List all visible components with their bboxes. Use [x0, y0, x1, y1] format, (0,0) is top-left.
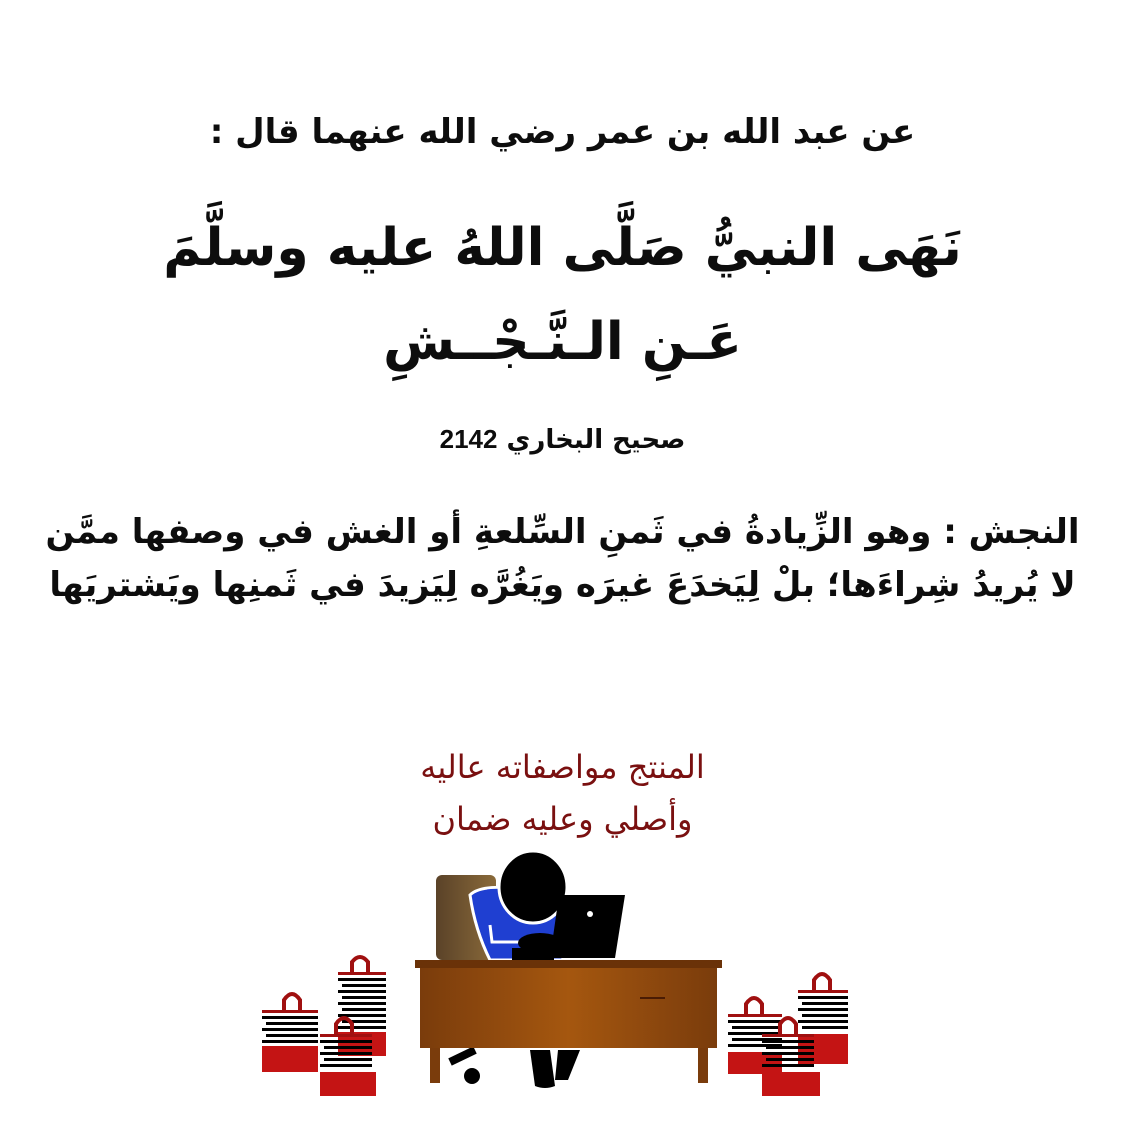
- narrator-intro: عن عبد الله بن عمر رضي الله عنهما قال :: [209, 112, 916, 152]
- illustration-caption-line-1: المنتج مواصفاته عاليه: [420, 748, 705, 786]
- shopping-bags-right-icon: [728, 974, 848, 1096]
- source-number: 2142: [439, 424, 498, 454]
- hadith-source: [0, 424, 1125, 455]
- source-book: صحيح البخاري: [506, 425, 686, 455]
- illustration-caption-line-2: وأصلي وعليه ضمان: [432, 800, 693, 838]
- explanation-line-1: النجش : وهو الزِّيادةُ في ثَمنِ السِّلعةِ أو الغش في وصفها ممَّن: [45, 512, 1080, 552]
- hadith-text-line-1: نَهَى النبيُّ صَلَّى اللهُ عليه وسلَّمَ: [163, 218, 962, 278]
- hadith-text-line-2: عَـنِ الـنَّـجْــشِ: [383, 312, 742, 372]
- seller-illustration: [250, 850, 870, 1110]
- explanation-line-2: لا يُريدُ شِراءَها؛ بلْ لِيَخدَعَ غيرَه ويَغُرَّه لِيَزيدَ في ثَمنِها ويَشتريَها: [49, 565, 1076, 605]
- shopping-bags-left-icon: [262, 957, 386, 1096]
